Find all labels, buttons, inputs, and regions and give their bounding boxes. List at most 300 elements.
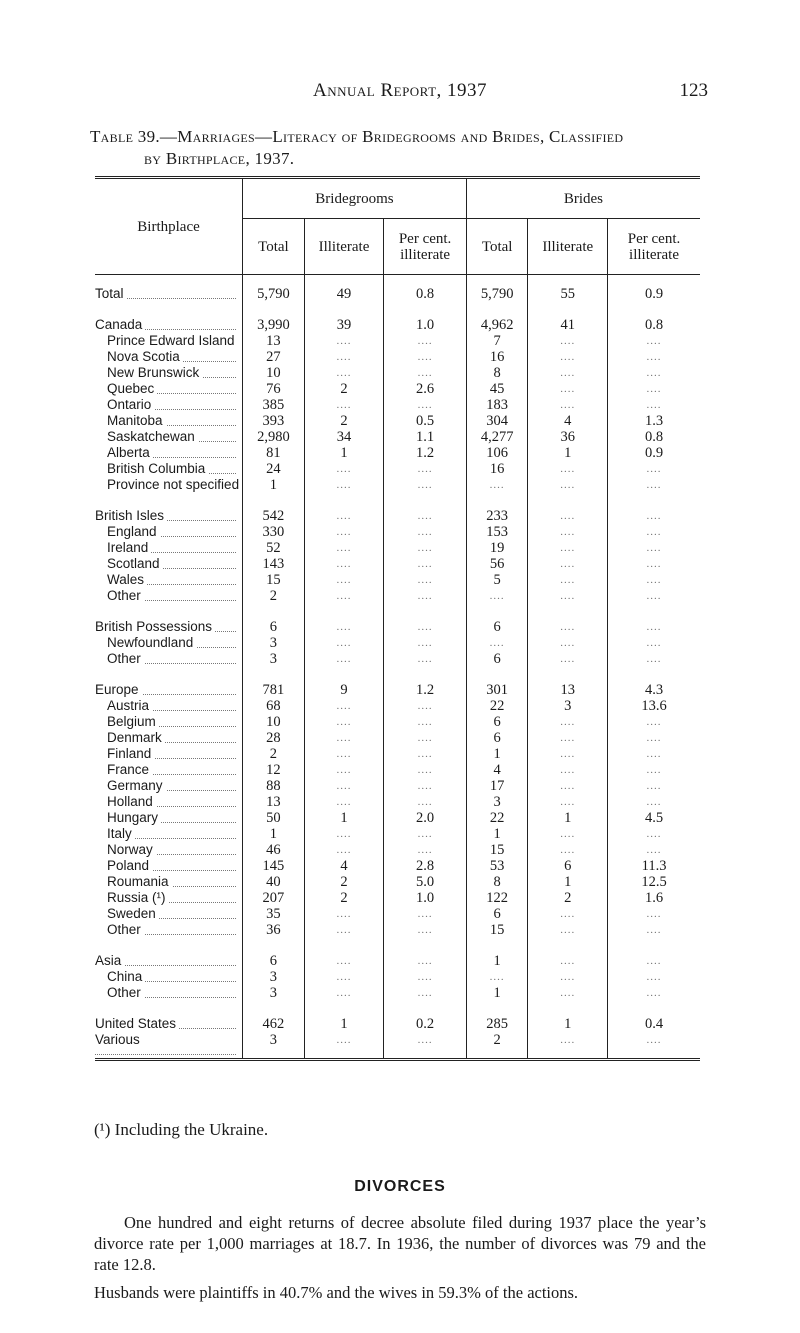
brides-total-cell: 6: [466, 714, 528, 730]
spacer-cell: [528, 302, 608, 317]
birthplace-cell: [95, 540, 243, 556]
grooms-illiterate-cell: ....: [304, 556, 384, 572]
grooms-percent-cell: ....: [384, 651, 467, 667]
brides-percent-cell: 11.3: [641, 858, 667, 874]
brides-illiterate-cell: 4: [528, 413, 608, 429]
brides-total-cell: 15: [466, 842, 528, 858]
birthplace-label: Various: [95, 1032, 143, 1047]
birthplace-cell: [95, 508, 243, 524]
grooms-total-cell: 27: [243, 349, 305, 365]
brides-total-cell: 15: [466, 922, 528, 938]
grooms-total-cell: 781: [243, 682, 305, 698]
birthplace-cell: [95, 461, 243, 477]
spacer-row: [95, 1001, 700, 1016]
section-title-divorces: DIVORCES: [354, 1178, 446, 1195]
spacer-cell: [384, 938, 467, 953]
table-row: [95, 333, 700, 349]
table-row: [95, 635, 700, 651]
grooms-percent-cell: ....: [384, 826, 467, 842]
grooms-illiterate-cell: ....: [304, 906, 384, 922]
brides-percent-cell: 0.4: [644, 1016, 664, 1032]
spacer-cell: [243, 302, 305, 317]
table-row: [95, 619, 700, 635]
grooms-illiterate-cell: 2: [304, 890, 384, 906]
birthplace-label: Sweden: [95, 906, 159, 921]
brides-total-cell: 16: [466, 461, 528, 477]
table-row: [95, 651, 700, 667]
grooms-percent-cell: ....: [384, 540, 467, 556]
brides-total-cell: 233: [466, 508, 528, 524]
brides-illiterate-cell: ....: [528, 969, 608, 985]
table-row: [95, 746, 700, 762]
table-row: [95, 906, 700, 922]
brides-percent-cell: 0.9: [644, 286, 664, 302]
spacer-cell: [95, 604, 243, 619]
grooms-percent-cell: ....: [384, 794, 467, 810]
brides-illiterate-cell: ....: [528, 477, 608, 493]
brides-illiterate-cell: 1: [528, 445, 608, 461]
grooms-total-cell: 76: [243, 381, 305, 397]
spacer-cell: [466, 1001, 528, 1016]
brides-total-cell: 6: [466, 651, 528, 667]
birthplace-label: Province not specified: [95, 477, 242, 492]
grooms-percent-cell: ....: [384, 698, 467, 714]
birthplace-cell: [95, 730, 243, 746]
brides-percent-cell: 13.6: [641, 698, 667, 714]
grooms-percent-cell: ....: [384, 746, 467, 762]
brides-percent-cell: ....: [646, 971, 662, 983]
table-row: [95, 588, 700, 604]
birthplace-cell: [95, 969, 243, 985]
brides-illiterate-cell: ....: [528, 730, 608, 746]
grooms-total-cell: 50: [243, 810, 305, 826]
birthplace-label: Ontario: [95, 397, 154, 412]
brides-total-cell: 1: [466, 985, 528, 1001]
grooms-total-cell: 462: [243, 1016, 305, 1032]
grooms-illiterate-cell: ....: [304, 635, 384, 651]
spacer-cell: [304, 667, 384, 682]
birthplace-cell: [95, 1032, 243, 1060]
spacer-cell: [608, 604, 700, 619]
grooms-total-cell: 88: [243, 778, 305, 794]
brides-total-cell: ....: [466, 635, 528, 651]
grooms-percent-cell: ....: [384, 714, 467, 730]
brides-percent-cell: ....: [646, 542, 662, 554]
birthplace-cell: [95, 635, 243, 651]
grooms-illiterate-cell: 2: [304, 381, 384, 397]
brides-illiterate-cell: ....: [528, 540, 608, 556]
table-row: [95, 556, 700, 572]
grooms-total-cell: 81: [243, 445, 305, 461]
brides-illiterate-cell: ....: [528, 397, 608, 413]
brides-percent-cell: ....: [646, 590, 662, 602]
brides-total-cell: 6: [466, 619, 528, 635]
spacer-cell: [304, 938, 384, 953]
grooms-total-cell: 3: [243, 969, 305, 985]
brides-percent-cell: ....: [646, 479, 662, 491]
brides-total-cell: 4: [466, 762, 528, 778]
table-header: [95, 178, 700, 275]
birthplace-label: Belgium: [95, 714, 159, 729]
table-row: [95, 540, 700, 556]
grooms-illiterate-cell: ....: [304, 842, 384, 858]
header-percent-line2: illiterate: [400, 246, 451, 263]
brides-percent-cell: ....: [646, 764, 662, 776]
brides-illiterate-cell: ....: [528, 651, 608, 667]
birthplace-label: Germany: [95, 778, 166, 793]
grooms-percent-cell: ....: [384, 953, 467, 969]
birthplace-label: Other: [95, 922, 144, 937]
table-row: [95, 349, 700, 365]
brides-percent-cell: ....: [646, 621, 662, 633]
spacer-cell: [384, 667, 467, 682]
grooms-percent-cell: ....: [384, 477, 467, 493]
grooms-percent-cell: ....: [384, 619, 467, 635]
grooms-percent-cell: ....: [384, 524, 467, 540]
brides-percent-cell: ....: [646, 574, 662, 586]
brides-total-cell: 45: [466, 381, 528, 397]
brides-total-cell: 1: [466, 953, 528, 969]
table-row: [95, 381, 700, 397]
spacer-row: [95, 604, 700, 619]
brides-total-cell: ....: [466, 477, 528, 493]
grooms-total-cell: 542: [243, 508, 305, 524]
birthplace-cell: [95, 794, 243, 810]
birthplace-cell: [95, 714, 243, 730]
brides-percent-cell: ....: [646, 367, 662, 379]
brides-percent-cell: 4.5: [644, 810, 664, 826]
grooms-percent-cell: 1.2: [384, 445, 467, 461]
birthplace-cell: [95, 429, 243, 445]
grooms-illiterate-cell: 34: [304, 429, 384, 445]
brides-total-cell: 17: [466, 778, 528, 794]
brides-percent-cell: ....: [646, 463, 662, 475]
grooms-total-cell: 393: [243, 413, 305, 429]
grooms-illiterate-cell: 9: [304, 682, 384, 698]
birthplace-cell: [95, 762, 243, 778]
birthplace-cell: [95, 556, 243, 572]
spacer-cell: [528, 1001, 608, 1016]
spacer-cell: [608, 667, 700, 682]
brides-total-cell: 183: [466, 397, 528, 413]
brides-percent-cell: ....: [646, 924, 662, 936]
header-percent-line1: Per cent.: [398, 230, 452, 247]
grooms-total-cell: 40: [243, 874, 305, 890]
spacer-row: [95, 493, 700, 508]
grooms-total-cell: 1: [243, 477, 305, 493]
brides-percent-cell: ....: [646, 383, 662, 395]
brides-total-cell: 2: [466, 1032, 528, 1060]
birthplace-label: Other: [95, 985, 144, 1000]
grooms-illiterate-cell: ....: [304, 508, 384, 524]
birthplace-cell: [95, 746, 243, 762]
table-row: [95, 730, 700, 746]
brides-illiterate-cell: ....: [528, 714, 608, 730]
grooms-total-cell: 13: [243, 794, 305, 810]
table-row: [95, 922, 700, 938]
grooms-illiterate-cell: ....: [304, 953, 384, 969]
grooms-percent-cell: ....: [384, 461, 467, 477]
brides-total-cell: 6: [466, 730, 528, 746]
brides-percent-cell: 1.6: [644, 890, 664, 906]
grooms-illiterate-cell: ....: [304, 714, 384, 730]
brides-illiterate-cell: ....: [528, 333, 608, 349]
birthplace-cell: [95, 524, 243, 540]
brides-total-cell: 22: [466, 810, 528, 826]
grooms-total-cell: 35: [243, 906, 305, 922]
brides-total-cell: 1: [466, 746, 528, 762]
grooms-total-cell: 6: [243, 619, 305, 635]
table-row: [95, 714, 700, 730]
grooms-percent-cell: ....: [384, 1032, 467, 1060]
header-brides: Brides: [466, 178, 700, 219]
brides-total-cell: 16: [466, 349, 528, 365]
grooms-percent-cell: ....: [384, 635, 467, 651]
table-row: [95, 826, 700, 842]
grooms-percent-cell: 0.2: [384, 1016, 467, 1032]
table-row: [95, 413, 700, 429]
brides-total-cell: 8: [466, 365, 528, 381]
birthplace-cell: [95, 365, 243, 381]
table-row: [95, 682, 700, 698]
birthplace-cell: [95, 1016, 243, 1032]
grooms-illiterate-cell: ....: [304, 746, 384, 762]
brides-total-cell: ....: [466, 588, 528, 604]
grooms-illiterate-cell: ....: [304, 762, 384, 778]
caption-line-1: Table 39.—Marriages—Literacy of Bridegrooms and Brides, Classified: [90, 127, 624, 146]
grooms-illiterate-cell: ....: [304, 588, 384, 604]
grooms-percent-cell: 2.8: [384, 858, 467, 874]
grooms-illiterate-cell: ....: [304, 1032, 384, 1060]
birthplace-label: Other: [95, 651, 144, 666]
brides-total-cell: 6: [466, 906, 528, 922]
spacer-cell: [528, 667, 608, 682]
brides-total-cell: 7: [466, 333, 528, 349]
birthplace-cell: [95, 890, 243, 906]
birthplace-cell: [95, 445, 243, 461]
table-row: [95, 572, 700, 588]
brides-illiterate-cell: ....: [528, 953, 608, 969]
brides-illiterate-cell: ....: [528, 826, 608, 842]
brides-illiterate-cell: ....: [528, 985, 608, 1001]
grooms-percent-cell: 1.0: [384, 890, 467, 906]
brides-illiterate-cell: 3: [528, 698, 608, 714]
grooms-percent-cell: 1.1: [384, 429, 467, 445]
spacer-cell: [466, 938, 528, 953]
brides-percent-cell: 1.3: [644, 413, 664, 429]
brides-illiterate-cell: ....: [528, 635, 608, 651]
table-row: [95, 794, 700, 810]
birthplace-label: Norway: [95, 842, 156, 857]
grooms-illiterate-cell: ....: [304, 794, 384, 810]
birthplace-cell: [95, 682, 243, 698]
grooms-total-cell: 207: [243, 890, 305, 906]
grooms-illiterate-cell: ....: [304, 540, 384, 556]
birthplace-cell: [95, 477, 243, 493]
brides-illiterate-cell: ....: [528, 461, 608, 477]
grooms-total-cell: 145: [243, 858, 305, 874]
brides-total-cell: 8: [466, 874, 528, 890]
birthplace-label: Ireland: [95, 540, 151, 555]
birthplace-label: Denmark: [95, 730, 165, 745]
grooms-percent-cell: ....: [384, 556, 467, 572]
spacer-cell: [466, 493, 528, 508]
page-header: [0, 80, 800, 104]
brides-illiterate-cell: ....: [528, 572, 608, 588]
table-row: [95, 778, 700, 794]
birthplace-label: Other: [95, 588, 144, 603]
brides-total-cell: 56: [466, 556, 528, 572]
grooms-illiterate-cell: 1: [304, 1016, 384, 1032]
grooms-total-cell: 3: [243, 985, 305, 1001]
spacer-cell: [95, 667, 243, 682]
birthplace-label: Hungary: [95, 810, 161, 825]
grooms-percent-cell: ....: [384, 508, 467, 524]
table-row: [95, 1016, 700, 1032]
grooms-total-cell: 143: [243, 556, 305, 572]
birthplace-label: Nova Scotia: [95, 349, 183, 364]
brides-total-cell: 53: [466, 858, 528, 874]
birthplace-cell: [95, 906, 243, 922]
spacer-cell: [95, 302, 243, 317]
brides-percent-cell: ....: [646, 510, 662, 522]
grooms-percent-cell: ....: [384, 762, 467, 778]
grooms-total-cell: 10: [243, 365, 305, 381]
grooms-percent-cell: ....: [384, 985, 467, 1001]
birthplace-label: Asia: [95, 953, 124, 968]
grooms-total-cell: 6: [243, 953, 305, 969]
spacer-cell: [384, 604, 467, 619]
brides-illiterate-cell: ....: [528, 762, 608, 778]
grooms-illiterate-cell: ....: [304, 922, 384, 938]
brides-percent-cell: ....: [646, 748, 662, 760]
birthplace-label: Total: [95, 286, 127, 301]
grooms-illiterate-cell: 39: [304, 317, 384, 333]
leader-dots: [95, 1054, 236, 1055]
brides-percent-cell: ....: [646, 335, 662, 347]
brides-total-cell: 106: [466, 445, 528, 461]
spacer-cell: [608, 493, 700, 508]
header-grooms-total: Total: [243, 219, 305, 275]
spacer-row: [95, 938, 700, 953]
brides-illiterate-cell: ....: [528, 349, 608, 365]
table-row: [95, 698, 700, 714]
spacer-cell: [528, 493, 608, 508]
grooms-illiterate-cell: ....: [304, 698, 384, 714]
spacer-cell: [95, 938, 243, 953]
header-brides-percent: [608, 219, 700, 275]
brides-illiterate-cell: ....: [528, 556, 608, 572]
grooms-total-cell: 3,990: [243, 317, 305, 333]
grooms-total-cell: 385: [243, 397, 305, 413]
brides-illiterate-cell: ....: [528, 778, 608, 794]
brides-illiterate-cell: ....: [528, 588, 608, 604]
spacer-cell: [608, 1001, 700, 1016]
brides-total-cell: 1: [466, 826, 528, 842]
birthplace-label: Canada: [95, 317, 145, 332]
grooms-percent-cell: ....: [384, 572, 467, 588]
header-bridegrooms: Bridegrooms: [243, 178, 467, 219]
grooms-illiterate-cell: 1: [304, 810, 384, 826]
grooms-illiterate-cell: ....: [304, 349, 384, 365]
grooms-percent-cell: ....: [384, 365, 467, 381]
birthplace-cell: [95, 698, 243, 714]
page-number: 123: [679, 80, 708, 101]
spacer-cell: [384, 493, 467, 508]
brides-total-cell: 301: [466, 682, 528, 698]
table-row: [95, 969, 700, 985]
header-percent-line2: illiterate: [629, 246, 680, 263]
birthplace-cell: [95, 317, 243, 333]
grooms-illiterate-cell: 2: [304, 413, 384, 429]
grooms-percent-cell: ....: [384, 906, 467, 922]
birthplace-label: British Isles: [95, 508, 167, 523]
spacer-cell: [304, 302, 384, 317]
grooms-total-cell: 2,980: [243, 429, 305, 445]
birthplace-cell: [95, 810, 243, 826]
header-brides-illiterate: Illiterate: [528, 219, 608, 275]
grooms-total-cell: 12: [243, 762, 305, 778]
birthplace-cell: [95, 922, 243, 938]
grooms-percent-cell: 2.6: [384, 381, 467, 397]
brides-percent-cell: 0.8: [644, 429, 664, 445]
brides-percent-cell: ....: [646, 351, 662, 363]
spacer-cell: [466, 302, 528, 317]
birthplace-cell: [95, 381, 243, 397]
table-row: [95, 429, 700, 445]
birthplace-cell: [95, 985, 243, 1001]
grooms-illiterate-cell: ....: [304, 969, 384, 985]
brides-percent-cell: ....: [646, 526, 662, 538]
grooms-percent-cell: ....: [384, 969, 467, 985]
table-row: [95, 477, 700, 493]
table-row: [95, 985, 700, 1001]
spacer-cell: [528, 938, 608, 953]
birthplace-label: England: [95, 524, 160, 539]
birthplace-cell: [95, 333, 243, 349]
birthplace-cell: [95, 953, 243, 969]
grooms-total-cell: 2: [243, 746, 305, 762]
birthplace-label: Saskatchewan: [95, 429, 198, 444]
grooms-percent-cell: 0.8: [384, 275, 467, 303]
brides-illiterate-cell: ....: [528, 842, 608, 858]
birthplace-label: Scotland: [95, 556, 163, 571]
grooms-illiterate-cell: 2: [304, 874, 384, 890]
brides-total-cell: 19: [466, 540, 528, 556]
table-row: [95, 874, 700, 890]
brides-illiterate-cell: ....: [528, 381, 608, 397]
spacer-cell: [466, 604, 528, 619]
grooms-percent-cell: ....: [384, 588, 467, 604]
header-grooms-percent: [384, 219, 467, 275]
table-row: [95, 953, 700, 969]
grooms-total-cell: 1: [243, 826, 305, 842]
brides-percent-cell: ....: [646, 716, 662, 728]
brides-percent-cell: ....: [646, 558, 662, 570]
brides-illiterate-cell: ....: [528, 508, 608, 524]
spacer-cell: [95, 493, 243, 508]
brides-percent-cell: ....: [646, 844, 662, 856]
grooms-illiterate-cell: 49: [304, 275, 384, 303]
spacer-cell: [466, 667, 528, 682]
table-row: [95, 1032, 700, 1060]
brides-total-cell: 285: [466, 1016, 528, 1032]
brides-percent-cell: ....: [646, 637, 662, 649]
grooms-percent-cell: ....: [384, 397, 467, 413]
header-birthplace: Birthplace: [95, 178, 243, 275]
brides-illiterate-cell: 1: [528, 1016, 608, 1032]
birthplace-label: Italy: [95, 826, 135, 841]
